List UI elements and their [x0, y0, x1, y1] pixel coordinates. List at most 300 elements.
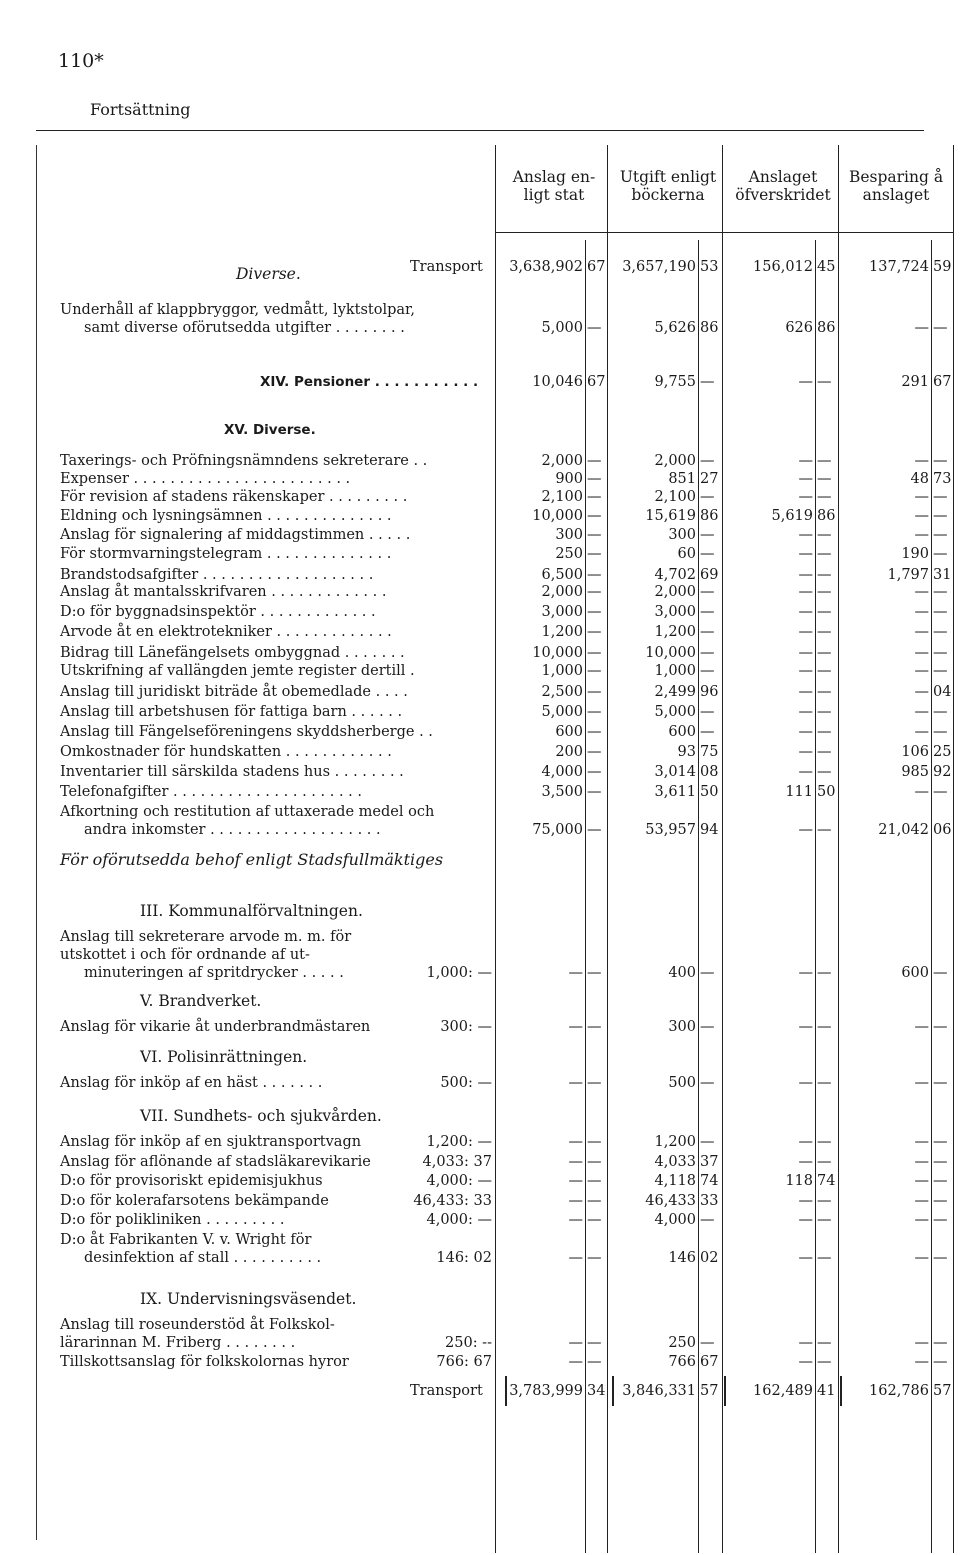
- amount-c4: 1,797: [887, 567, 929, 583]
- row-label: Underhåll af klappbryggor, vedmått, lyktstolpar,: [60, 302, 416, 318]
- amount-c4: —: [914, 1335, 929, 1351]
- amount-c1: 1,000: [541, 663, 583, 679]
- amount-c2: 2,000: [654, 453, 696, 469]
- cents-c1: —: [587, 584, 602, 600]
- cents-c3: —: [817, 1250, 832, 1266]
- cents-c1: —: [587, 724, 602, 740]
- cents-c2: 33: [700, 1193, 719, 1209]
- transport-bold-divider: [505, 1376, 507, 1406]
- row-label: Taxerings- och Pröfningsnämndens sekreterare . .: [60, 453, 428, 469]
- cents-c1: —: [587, 1335, 602, 1351]
- column-header-anslag: [500, 168, 608, 204]
- amount-c1: —: [568, 1354, 583, 1370]
- row-label-continued: andra inkomster . . . . . . . . . . . . . . . . . . .: [84, 822, 381, 838]
- cents-c4: 25: [933, 744, 952, 760]
- cents-c4: —: [933, 1134, 948, 1150]
- cents-c4: —: [933, 546, 948, 562]
- amount-c4: 106: [901, 744, 929, 760]
- amount-c3: —: [798, 822, 813, 838]
- transport-bold-divider: [840, 1376, 842, 1406]
- column-header-line: böckerna: [631, 186, 705, 204]
- amount-c4: 162,786: [869, 1383, 929, 1399]
- transport-label: Transport: [410, 1383, 483, 1399]
- amount-c1: —: [568, 1193, 583, 1209]
- row-inline-amount: 500: —: [440, 1075, 492, 1091]
- cents-c1: —: [587, 320, 602, 336]
- cents-c3: —: [817, 1212, 832, 1228]
- amount-c1: 3,783,999: [509, 1383, 583, 1399]
- cents-c1: —: [587, 471, 602, 487]
- cents-c1: —: [587, 764, 602, 780]
- cents-c4: —: [933, 1173, 948, 1189]
- row-label-continued: utskottet i och för ordnande af ut-: [60, 947, 310, 963]
- amount-c1: 75,000: [532, 822, 583, 838]
- cents-c2: —: [700, 1075, 715, 1091]
- amount-c1: 4,000: [541, 764, 583, 780]
- cents-c4: —: [933, 645, 948, 661]
- row-label: Brandstodsafgifter . . . . . . . . . . . . . . . . . . .: [60, 567, 374, 583]
- amount-c1: 10,000: [532, 508, 583, 524]
- cents-c2: 53: [700, 259, 719, 275]
- amount-c3: —: [798, 1212, 813, 1228]
- cents-c2: —: [700, 645, 715, 661]
- cents-c1: —: [587, 965, 602, 981]
- cents-c4: 57: [933, 1383, 952, 1399]
- amount-c1: —: [568, 1075, 583, 1091]
- row-label: Anslag för signalering af middagstimmen . . . . .: [60, 527, 411, 543]
- cents-c4: —: [933, 1193, 948, 1209]
- cents-c2: —: [700, 584, 715, 600]
- row-label: Anslag till arbetshusen för fattiga barn . . . . . .: [60, 704, 403, 720]
- cents-c3: —: [817, 471, 832, 487]
- cents-c4: —: [933, 527, 948, 543]
- amount-c2: 1,200: [654, 1134, 696, 1150]
- cents-c3: —: [817, 453, 832, 469]
- amount-c4: —: [914, 1154, 929, 1170]
- amount-c3: —: [798, 546, 813, 562]
- cents-c1: —: [587, 704, 602, 720]
- amount-c2: 1,000: [654, 663, 696, 679]
- amount-c1: —: [568, 1019, 583, 1035]
- amount-c3: —: [798, 527, 813, 543]
- amount-c4: —: [914, 704, 929, 720]
- amount-c2: 2,100: [654, 489, 696, 505]
- cents-c3: —: [817, 1335, 832, 1351]
- column-divider: [698, 240, 699, 1553]
- cents-c4: 59: [933, 259, 952, 275]
- amount-c2: 2,000: [654, 584, 696, 600]
- cents-c2: 94: [700, 822, 719, 838]
- cents-c1: —: [587, 1019, 602, 1035]
- cents-c3: —: [817, 645, 832, 661]
- amount-c4: 600: [901, 965, 929, 981]
- subsection-title: IX. Undervisningsväsendet.: [140, 1290, 357, 1308]
- row-inline-amount: 146: 02: [436, 1250, 492, 1266]
- amount-c2: 500: [668, 1075, 696, 1091]
- amount-c3: —: [798, 663, 813, 679]
- amount-c2: 10,000: [645, 645, 696, 661]
- cents-c3: —: [817, 374, 832, 390]
- amount-c4: —: [914, 508, 929, 524]
- cents-c2: —: [700, 724, 715, 740]
- amount-c3: —: [798, 374, 813, 390]
- cents-c2: 37: [700, 1154, 719, 1170]
- amount-c2: 5,000: [654, 704, 696, 720]
- amount-c4: 137,724: [869, 259, 929, 275]
- amount-c4: —: [914, 1019, 929, 1035]
- cents-c1: —: [587, 784, 602, 800]
- cents-c1: —: [587, 567, 602, 583]
- row-label: Eldning och lysningsämnen . . . . . . . . . . . . . .: [60, 508, 392, 524]
- cents-c4: —: [933, 1154, 948, 1170]
- amount-c3: 118: [785, 1173, 813, 1189]
- cents-c1: —: [587, 1173, 602, 1189]
- top-rule: [36, 130, 924, 131]
- cents-c2: 57: [700, 1383, 719, 1399]
- cents-c4: —: [933, 604, 948, 620]
- amount-c2: 1,200: [654, 624, 696, 640]
- amount-c1: —: [568, 1212, 583, 1228]
- row-label: Anslag till Fängelseföreningens skyddsherberge . .: [60, 724, 433, 740]
- cents-c2: 96: [700, 684, 719, 700]
- amount-c1: —: [568, 1134, 583, 1150]
- cents-c3: —: [817, 663, 832, 679]
- cents-c3: —: [817, 684, 832, 700]
- row-label-continued: minuteringen af spritdrycker . . . . .: [84, 965, 344, 981]
- subsection-title: VI. Polisinrättningen.: [140, 1048, 308, 1066]
- row-label: Tillskottsanslag för folkskolornas hyror: [60, 1354, 349, 1370]
- amount-c2: 4,118: [654, 1173, 696, 1189]
- cents-c1: —: [587, 645, 602, 661]
- cents-c3: —: [817, 1193, 832, 1209]
- cents-c4: —: [933, 1019, 948, 1035]
- cents-c3: —: [817, 489, 832, 505]
- amount-c1: —: [568, 1335, 583, 1351]
- row-inline-amount: 300: —: [440, 1019, 492, 1035]
- cents-c3: 86: [817, 320, 836, 336]
- amount-c2: 300: [668, 527, 696, 543]
- cents-c2: —: [700, 1019, 715, 1035]
- cents-c2: 74: [700, 1173, 719, 1189]
- cents-c3: 74: [817, 1173, 836, 1189]
- cents-c1: —: [587, 453, 602, 469]
- row-label: D:o för byggnadsinspektör . . . . . . . . . . . . .: [60, 604, 376, 620]
- cents-c4: —: [933, 1250, 948, 1266]
- cents-c4: 67: [933, 374, 952, 390]
- cents-c1: —: [587, 1193, 602, 1209]
- row-inline-amount: 1,200: —: [426, 1134, 492, 1150]
- amount-c3: —: [798, 489, 813, 505]
- row-label: Anslag för inköp af en sjuktransportvagn: [60, 1134, 362, 1150]
- amount-c4: —: [914, 453, 929, 469]
- row-label: Anslag för vikarie åt underbrandmästaren: [60, 1019, 371, 1035]
- cents-c4: 73: [933, 471, 952, 487]
- heading-oforutsedda: För oförutsedda behof enligt Stadsfullmäktiges: [60, 850, 444, 869]
- transport-bold-divider: [724, 1376, 726, 1406]
- cents-c1: 67: [587, 374, 606, 390]
- cents-c1: 67: [587, 259, 606, 275]
- page-number: 110*: [58, 50, 104, 72]
- amount-c3: —: [798, 1019, 813, 1035]
- amount-c1: —: [568, 1250, 583, 1266]
- row-label-continued: desinfektion af stall . . . . . . . . . .: [84, 1250, 322, 1266]
- amount-c4: —: [914, 624, 929, 640]
- row-label: Expenser . . . . . . . . . . . . . . . . . . . . . . . .: [60, 471, 351, 487]
- amount-c2: 3,000: [654, 604, 696, 620]
- cents-c3: 86: [817, 508, 836, 524]
- amount-c3: —: [798, 471, 813, 487]
- amount-c4: —: [914, 320, 929, 336]
- amount-c4: —: [914, 1212, 929, 1228]
- amount-c3: —: [798, 645, 813, 661]
- amount-c2: 15,619: [645, 508, 696, 524]
- amount-c1: 5,000: [541, 704, 583, 720]
- cents-c3: —: [817, 1019, 832, 1035]
- amount-c4: 21,042: [878, 822, 929, 838]
- amount-c1: —: [568, 1154, 583, 1170]
- cents-c3: —: [817, 704, 832, 720]
- amount-c4: —: [914, 1354, 929, 1370]
- amount-c2: 4,702: [654, 567, 696, 583]
- cents-c2: —: [700, 1335, 715, 1351]
- amount-c1: 2,000: [541, 453, 583, 469]
- amount-c3: —: [798, 567, 813, 583]
- row-label: Anslag för aflönande af stadsläkarevikarie: [60, 1154, 371, 1170]
- column-divider: [585, 240, 586, 1553]
- cents-c4: —: [933, 663, 948, 679]
- column-header-utgift: [612, 168, 724, 204]
- cents-c4: —: [933, 508, 948, 524]
- transport-label: Transport: [410, 259, 483, 275]
- cents-c3: —: [817, 567, 832, 583]
- amount-c2: 4,000: [654, 1212, 696, 1228]
- amount-c4: —: [914, 1173, 929, 1189]
- amount-c3: —: [798, 1250, 813, 1266]
- amount-c3: —: [798, 764, 813, 780]
- row-label: Anslag till roseunderstöd åt Folkskol-: [60, 1317, 335, 1333]
- cents-c1: —: [587, 744, 602, 760]
- cents-c3: —: [817, 822, 832, 838]
- amount-c3: —: [798, 965, 813, 981]
- amount-c1: 600: [555, 724, 583, 740]
- cents-c2: —: [700, 704, 715, 720]
- amount-c3: —: [798, 1335, 813, 1351]
- amount-c1: 3,000: [541, 604, 583, 620]
- row-label: Anslag för inköp af en häst . . . . . . .: [60, 1075, 323, 1091]
- amount-c1: 10,000: [532, 645, 583, 661]
- amount-c3: —: [798, 1134, 813, 1150]
- amount-c1: 3,638,902: [509, 259, 583, 275]
- row-label: Anslag åt mantalsskrifvaren . . . . . . . . . . . . .: [60, 584, 387, 600]
- row-label-continued: samt diverse oförutsedda utgifter . . . . . . . .: [84, 320, 405, 336]
- amount-c2: 3,657,190: [622, 259, 696, 275]
- cents-c1: —: [587, 1250, 602, 1266]
- column-header-overskridet: [726, 168, 840, 204]
- cents-c2: 50: [700, 784, 719, 800]
- cents-c4: —: [933, 1335, 948, 1351]
- row-inline-amount: 46,433: 33: [413, 1193, 492, 1209]
- cents-c4: —: [933, 1354, 948, 1370]
- amount-c1: —: [568, 1173, 583, 1189]
- amount-c2: 146: [668, 1250, 696, 1266]
- amount-c2: 2,499: [654, 684, 696, 700]
- cents-c2: —: [700, 663, 715, 679]
- cents-c2: 27: [700, 471, 719, 487]
- amount-c2: 766: [668, 1354, 696, 1370]
- cents-c3: —: [817, 1075, 832, 1091]
- column-divider: [953, 145, 954, 1553]
- amount-c3: —: [798, 704, 813, 720]
- cents-c3: —: [817, 604, 832, 620]
- amount-c3: 626: [785, 320, 813, 336]
- amount-c2: 250: [668, 1335, 696, 1351]
- row-label: Utskrifning af vallängden jemte register dertill .: [60, 663, 415, 679]
- column-header-line: Besparing å: [848, 168, 944, 186]
- amount-c4: 190: [901, 546, 929, 562]
- row-label: D:o för provisoriskt epidemisjukhus: [60, 1173, 323, 1189]
- cents-c3: 45: [817, 259, 836, 275]
- cents-c2: —: [700, 374, 715, 390]
- cents-c1: —: [587, 624, 602, 640]
- row-label: Inventarier till särskilda stadens hus . . . . . . . .: [60, 764, 404, 780]
- column-header-line: Anslaget: [748, 168, 818, 186]
- amount-c2: 400: [668, 965, 696, 981]
- amount-c3: 162,489: [753, 1383, 813, 1399]
- amount-c4: —: [914, 684, 929, 700]
- amount-c2: 4,033: [654, 1154, 696, 1170]
- subsection-title: III. Kommunalförvaltningen.: [140, 902, 363, 920]
- row-label: Anslag till juridiskt biträde åt obemedlade . . . .: [60, 684, 408, 700]
- row-label: Omkostnader för hundskatten . . . . . . . . . . . .: [60, 744, 392, 760]
- cents-c3: —: [817, 1354, 832, 1370]
- cents-c2: 69: [700, 567, 719, 583]
- amount-c3: —: [798, 1075, 813, 1091]
- row-inline-amount: 4,000: —: [426, 1212, 492, 1228]
- amount-c4: —: [914, 527, 929, 543]
- amount-c3: —: [798, 724, 813, 740]
- column-header-line: Utgift enligt: [619, 168, 717, 186]
- row-label: För stormvarningstelegram . . . . . . . . . . . . . .: [60, 546, 392, 562]
- amount-c1: 3,500: [541, 784, 583, 800]
- amount-c4: —: [914, 489, 929, 505]
- amount-c3: —: [798, 624, 813, 640]
- amount-c4: —: [914, 584, 929, 600]
- amount-c2: 46,433: [645, 1193, 696, 1209]
- cents-c4: —: [933, 1212, 948, 1228]
- cents-c4: —: [933, 965, 948, 981]
- heading-diverse-italic: Diverse.: [236, 265, 301, 283]
- cents-c2: 02: [700, 1250, 719, 1266]
- cents-c4: —: [933, 320, 948, 336]
- amount-c1: 2,000: [541, 584, 583, 600]
- cents-c1: —: [587, 604, 602, 620]
- amount-c3: —: [798, 684, 813, 700]
- cents-c2: 86: [700, 320, 719, 336]
- row-label: Afkortning och restitution af uttaxerade medel och: [60, 804, 435, 820]
- cents-c2: —: [700, 604, 715, 620]
- row-label-continued: lärarinnan M. Friberg . . . . . . . .: [60, 1335, 296, 1351]
- amount-c4: —: [914, 724, 929, 740]
- cents-c4: 31: [933, 567, 952, 583]
- header-bottom-rule: [495, 232, 953, 233]
- amount-c4: —: [914, 784, 929, 800]
- cents-c1: —: [587, 1354, 602, 1370]
- amount-c3: —: [798, 1354, 813, 1370]
- cents-c1: —: [587, 1134, 602, 1150]
- cents-c3: —: [817, 1154, 832, 1170]
- cents-c4: —: [933, 704, 948, 720]
- cents-c4: —: [933, 453, 948, 469]
- cents-c2: 08: [700, 764, 719, 780]
- amount-c2: 9,755: [654, 374, 696, 390]
- row-label: Anslag till sekreterare arvode m. m. för: [60, 929, 352, 945]
- column-header-besparing: [838, 168, 954, 204]
- amount-c1: 1,200: [541, 624, 583, 640]
- column-header-line: Anslag en-: [512, 168, 596, 186]
- cents-c4: —: [933, 489, 948, 505]
- frame-left-line: [36, 145, 37, 1540]
- amount-c3: 5,619: [771, 508, 813, 524]
- cents-c3: —: [817, 965, 832, 981]
- cents-c4: 06: [933, 822, 952, 838]
- amount-c1: 300: [555, 527, 583, 543]
- amount-c2: 851: [668, 471, 696, 487]
- cents-c3: —: [817, 624, 832, 640]
- amount-c1: 2,500: [541, 684, 583, 700]
- amount-c3: —: [798, 453, 813, 469]
- amount-c2: 3,611: [654, 784, 696, 800]
- amount-c4: —: [914, 645, 929, 661]
- cents-c2: —: [700, 489, 715, 505]
- cents-c2: —: [700, 965, 715, 981]
- continuation-heading: Fortsättning: [90, 100, 191, 119]
- amount-c2: 3,846,331: [622, 1383, 696, 1399]
- cents-c3: —: [817, 546, 832, 562]
- amount-c3: —: [798, 584, 813, 600]
- amount-c3: —: [798, 604, 813, 620]
- amount-c4: 48: [910, 471, 929, 487]
- cents-c2: —: [700, 546, 715, 562]
- amount-c1: 900: [555, 471, 583, 487]
- amount-c2: 5,626: [654, 320, 696, 336]
- cents-c2: —: [700, 1134, 715, 1150]
- amount-c3: —: [798, 1154, 813, 1170]
- row-inline-amount: 1,000: —: [426, 965, 492, 981]
- amount-c2: 300: [668, 1019, 696, 1035]
- amount-c1: 5,000: [541, 320, 583, 336]
- cents-c3: —: [817, 1134, 832, 1150]
- amount-c4: —: [914, 604, 929, 620]
- cents-c4: 04: [933, 684, 952, 700]
- cents-c3: —: [817, 584, 832, 600]
- subsection-title: VII. Sundhets- och sjukvården.: [140, 1107, 382, 1125]
- cents-c1: 34: [587, 1383, 606, 1399]
- amount-c2: 93: [677, 744, 696, 760]
- amount-c3: 156,012: [753, 259, 813, 275]
- column-header-line: ligt stat: [523, 186, 585, 204]
- cents-c1: —: [587, 508, 602, 524]
- amount-c2: 600: [668, 724, 696, 740]
- cents-c3: —: [817, 527, 832, 543]
- column-header-line: anslaget: [862, 186, 930, 204]
- cents-c3: 50: [817, 784, 836, 800]
- amount-c4: —: [914, 1250, 929, 1266]
- heading-xv-diverse: XV. Diverse.: [224, 422, 316, 438]
- cents-c4: —: [933, 724, 948, 740]
- cents-c1: —: [587, 663, 602, 679]
- cents-c2: —: [700, 624, 715, 640]
- amount-c1: 200: [555, 744, 583, 760]
